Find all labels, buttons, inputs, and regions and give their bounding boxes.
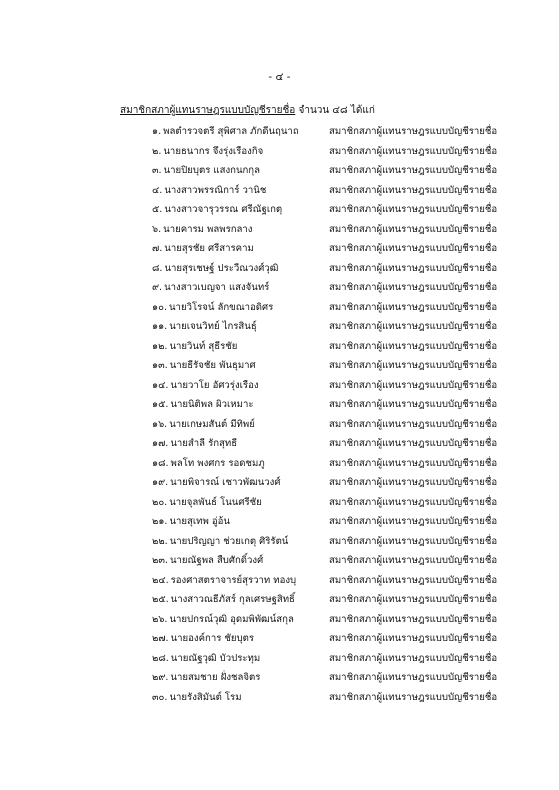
member-row [0, 375, 559, 395]
member-number: ๓. [152, 165, 162, 176]
member-number: ๑๑. [152, 321, 168, 332]
member-number: ๒๔. [152, 574, 169, 586]
member-number: ๖. [152, 223, 162, 235]
member-role: สมาชิกสภาผู้แทนราษฎรแบบบัญชีรายชื่อ [329, 691, 498, 703]
member-role: สมาชิกสภาผู้แทนราษฎรแบบบัญชีรายชื่อ [329, 223, 498, 235]
member-row [0, 355, 559, 375]
member-name: นางสาวณธีภัสร์ กุลเศรษฐสิทธิ์ [170, 594, 295, 605]
member-role: สมาชิกสภาผู้แทนราษฎรแบบบัญชีรายชื่อ [329, 594, 498, 605]
member-row [0, 316, 559, 336]
member-name: นายองค์การ ชัยบุตร [170, 633, 255, 644]
member-role: สมาชิกสภาผู้แทนราษฎรแบบบัญชีรายชื่อ [329, 672, 498, 683]
member-row [0, 589, 559, 609]
member-row [0, 453, 559, 473]
member-name: นายณัฐพล สืบศักดิ์วงศ์ [169, 555, 264, 566]
member-number: ๑๗. [152, 438, 169, 449]
member-row [0, 394, 559, 414]
member-role: สมาชิกสภาผู้แทนราษฎรแบบบัญชีรายชื่อ [329, 399, 498, 410]
member-row [0, 238, 559, 258]
member-name: นายสุรชัย ศรีสารคาม [164, 243, 254, 254]
member-number: ๒๑. [152, 516, 168, 527]
member-number: ๑๐. [152, 301, 167, 313]
member-row [0, 160, 559, 180]
member-role: สมาชิกสภาผู้แทนราษฎรแบบบัญชีรายชื่อ [329, 633, 498, 644]
list-heading-count: จำนวน ๔๘ ได้แก่ [295, 105, 375, 116]
member-row [0, 472, 559, 492]
member-row [0, 570, 559, 590]
member-number: ๕. [152, 204, 163, 215]
member-row [0, 628, 559, 648]
member-role: สมาชิกสภาผู้แทนราษฎรแบบบัญชีรายชื่อ [329, 477, 498, 488]
member-row [0, 531, 559, 551]
member-name: นายสำลี รักสุทธี [170, 438, 238, 449]
member-name: นายคารม พลพรกลาง [163, 223, 253, 235]
member-row [0, 414, 559, 434]
member-name: นายพิจารณ์ เชาวพัฒนวงศ์ [170, 477, 281, 488]
member-name: นายปริญญา ช่วยเกตุ ศิริรัตน์ [169, 535, 289, 547]
member-number: ๑๘. [152, 457, 169, 469]
member-role: สมาชิกสภาผู้แทนราษฎรแบบบัญชีรายชื่อ [329, 243, 498, 254]
member-name: นายสุรเชษฐ์ ประวีณวงศ์วุฒิ [164, 262, 279, 274]
list-heading-title: สมาชิกสภาผู้แทนราษฎรแบบบัญชีรายชื่อ [120, 105, 296, 116]
member-role: สมาชิกสภาผู้แทนราษฎรแบบบัญชีรายชื่อ [329, 360, 498, 371]
member-row [0, 199, 559, 219]
member-name: พลโท พงศกร รอดชมภู [170, 457, 265, 469]
member-role: สมาชิกสภาผู้แทนราษฎรแบบบัญชีรายชื่อ [329, 652, 498, 664]
member-number: ๘. [152, 262, 163, 274]
member-role: สมาชิกสภาผู้แทนราษฎรแบบบัญชีรายชื่อ [329, 184, 498, 196]
member-role: สมาชิกสภาผู้แทนราษฎรแบบบัญชีรายชื่อ [329, 613, 498, 625]
member-number: ๒๐. [152, 496, 168, 508]
member-role: สมาชิกสภาผู้แทนราษฎรแบบบัญชีรายชื่อ [329, 535, 498, 547]
member-number: ๒๖. [152, 613, 168, 625]
member-role: สมาชิกสภาผู้แทนราษฎรแบบบัญชีรายชื่อ [329, 204, 498, 215]
page-number: - ๔ - [268, 71, 291, 83]
member-number: ๒๘. [152, 652, 169, 664]
member-role: สมาชิกสภาผู้แทนราษฎรแบบบัญชีรายชื่อ [329, 301, 498, 313]
member-row [0, 219, 559, 239]
member-row [0, 121, 559, 141]
member-role: สมาชิกสภาผู้แทนราษฎรแบบบัญชีรายชื่อ [329, 516, 498, 527]
member-row [0, 648, 559, 668]
member-row [0, 141, 559, 161]
member-row [0, 297, 559, 317]
member-number: ๑๙. [152, 477, 169, 488]
member-number: ๒๕. [152, 594, 169, 605]
member-list [0, 121, 559, 706]
member-row [0, 433, 559, 453]
member-role: สมาชิกสภาผู้แทนราษฎรแบบบัญชีรายชื่อ [329, 165, 498, 176]
member-number: ๑๓. [152, 360, 168, 371]
member-role: สมาชิกสภาผู้แทนราษฎรแบบบัญชีรายชื่อ [329, 457, 498, 469]
member-name: นายสมชาย ฝั่งชลจิตร [170, 672, 261, 683]
member-name: นายณัฐวุฒิ บัวประทุม [170, 652, 261, 664]
member-row [0, 277, 559, 297]
member-number: ๒๒. [152, 535, 168, 547]
member-name: นายวิโรจน์ ลักขณาอดิศร [169, 301, 274, 313]
member-number: ๗. [152, 243, 163, 254]
member-role: สมาชิกสภาผู้แทนราษฎรแบบบัญชีรายชื่อ [329, 145, 498, 157]
member-role: สมาชิกสภาผู้แทนราษฎรแบบบัญชีรายชื่อ [329, 418, 498, 430]
member-name: นางสาวเบญจา แสงจันทร์ [164, 282, 270, 293]
member-row [0, 687, 559, 707]
member-name: นายเกษมสันต์ มีทิพย์ [169, 418, 255, 430]
member-number: ๑๒. [152, 340, 168, 352]
member-role: สมาชิกสภาผู้แทนราษฎรแบบบัญชีรายชื่อ [329, 340, 498, 352]
member-row [0, 180, 559, 200]
member-role: สมาชิกสภาผู้แทนราษฎรแบบบัญชีรายชื่อ [329, 555, 498, 566]
member-name: นางสาวจารุวรรณ ศรีณัฐเกตุ [164, 204, 283, 215]
member-number: ๓๐. [152, 691, 168, 703]
member-name: นายวินท์ สุธีรชัย [169, 340, 238, 352]
member-row [0, 336, 559, 356]
member-number: ๑๖. [152, 418, 168, 430]
member-name: นายนิติพล ผิวเหมาะ [170, 399, 254, 410]
member-name: นายรังสิมันต์ โรม [169, 691, 242, 703]
member-row [0, 492, 559, 512]
member-name: นายธีรัจชัย พันธุมาศ [169, 360, 256, 371]
list-heading [120, 103, 375, 118]
member-row [0, 609, 559, 629]
member-number: ๒๗. [152, 633, 169, 644]
member-name: นางสาวพรรณิการ์ วานิช [164, 184, 267, 196]
member-name: นายวาโย อัศวรุ่งเรือง [170, 379, 259, 391]
member-number: ๑๕. [152, 399, 169, 410]
member-role: สมาชิกสภาผู้แทนราษฎรแบบบัญชีรายชื่อ [329, 574, 498, 586]
member-name: นายปิยบุตร แสงกนกกุล [163, 165, 260, 176]
member-number: ๑๔. [152, 379, 169, 391]
member-number: ๒๓. [152, 555, 168, 566]
member-role: สมาชิกสภาผู้แทนราษฎรแบบบัญชีรายชื่อ [329, 262, 498, 274]
member-row [0, 511, 559, 531]
member-role: สมาชิกสภาผู้แทนราษฎรแบบบัญชีรายชื่อ [329, 282, 498, 293]
member-role: สมาชิกสภาผู้แทนราษฎรแบบบัญชีรายชื่อ [329, 321, 498, 332]
member-number: ๙. [152, 282, 163, 293]
member-role: สมาชิกสภาผู้แทนราษฎรแบบบัญชีรายชื่อ [329, 379, 498, 391]
member-row [0, 667, 559, 687]
member-name: พลตำรวจตรี สุพิศาล ภักดีนฤนาถ [163, 126, 299, 137]
member-number: ๒๙. [152, 672, 169, 683]
member-number: ๔. [152, 184, 163, 196]
member-row [0, 258, 559, 278]
member-name: รองศาสตราจารย์สุรวาท ทองบุ [170, 574, 297, 586]
member-role: สมาชิกสภาผู้แทนราษฎรแบบบัญชีรายชื่อ [329, 496, 498, 508]
member-role: สมาชิกสภาผู้แทนราษฎรแบบบัญชีรายชื่อ [329, 126, 498, 137]
member-name: นายสุเทพ อู่อ้น [169, 516, 230, 527]
member-number: ๑. [152, 126, 162, 137]
member-number: ๒. [152, 145, 162, 157]
member-name: นายธนากร จึงรุ่งเรืองกิจ [163, 145, 264, 157]
member-name: นายเจนวิทย์ ไกรสินธุ์ [169, 321, 257, 332]
member-name: นายจุลพันธ์ โนนศรีชัย [169, 496, 262, 508]
member-name: นายปกรณ์วุฒิ อุดมพิพัฒน์สกุล [169, 613, 294, 625]
member-row [0, 550, 559, 570]
member-role: สมาชิกสภาผู้แทนราษฎรแบบบัญชีรายชื่อ [329, 438, 498, 449]
